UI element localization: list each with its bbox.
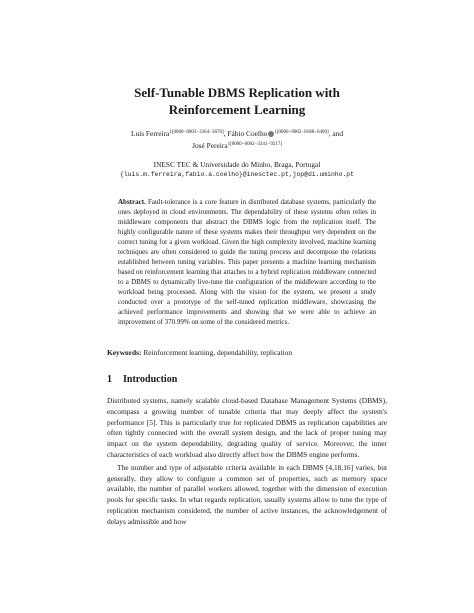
- section-number: 1: [107, 374, 112, 385]
- author-orcid-3: 1[0000−0002−3341−9217]: [227, 142, 282, 147]
- author-name-1: Luís Ferreira: [130, 129, 170, 138]
- affiliation: INESC TEC & Universidade do Minho, Braga, Portugal: [153, 160, 321, 169]
- abstract: [118, 197, 376, 327]
- paragraph: Distributed systems, namely scalable cloud-based Database Management Systems (DBMS), encompass a growing number of tunable criteria that may deeply affect the system's performance [5]. This is particularly true for replicated DBMS as replication capabilities are often tightly connected with the overall system design, and the lack of proper tuning may impact on the system dependability, degrading quality of service. Moreover, the inner characteristics of each workload also directly affect how the DBMS engine performs.: [107, 396, 387, 459]
- author-name-3: José Pereira: [192, 141, 228, 150]
- author-line-2: [60, 140, 414, 152]
- paragraph: The number and type of adjustable criteria available in each DBMS [4,18,16] varies, but generally, they allow to configure a common set of properties, such as memory space available, the number of parallel workers allowed, together with the dimension of execution pools for specific tasks. In what regards replication, usually systems allow to tune the type of replication mechanism considered, the number of active instances, the acknowledgement of delays admissible and how: [107, 462, 387, 526]
- body-text: [107, 396, 387, 530]
- keywords-label: Keywords:: [107, 348, 142, 357]
- author-line-1: [60, 128, 414, 140]
- abstract-text: Fault-tolerance is a core feature in distributed database systems, particularly the ones deployed in cloud environments. The dependability of these systems often relies in middleware components that abstract the DBMS logic from the replication itself. The highly configurable nature of these systems makes their throughput very dependent on the correct tuning for a given workload. Given the high complexity involved, machine learning techniques are often considered to guide the tuning process and decompose the relations established between tuning variables. This paper presents a machine learning mechanism based on reinforcement learning that attaches to a hybrid replication middleware connected to a DBMS to dynamically live-tune the configuration of the middleware according to the workload being processed. Along with the vision for the system, we present a study conducted over a prototype of the self-tuned replication middleware, showcasing the achieved performance improvements and showing that we were able to achieve an improvement of 370.99% on some of the considered metrics.: [118, 198, 376, 326]
- paper-title: [60, 84, 414, 118]
- keywords-text: Reinforcement learning, dependability, replication: [141, 348, 293, 357]
- author-separator-2: , and: [328, 129, 344, 138]
- author-orcid-1: 1[0000−0003−3364−3670]: [169, 130, 224, 135]
- section-title: Introduction: [123, 374, 178, 385]
- author-name-2: Fábio Coelho: [227, 129, 268, 138]
- author-emails: {luis.m.ferreira,fabio.a.coelho}@inesctec.pt,jop@di.uminho.pt: [120, 171, 354, 178]
- abstract-label: Abstract.: [118, 198, 146, 206]
- author-orcid-2: 1[0000−0002−0188−6400]: [274, 130, 329, 135]
- author-list: [60, 128, 414, 152]
- keywords: [107, 347, 387, 358]
- title-line-1: Self-Tunable DBMS Replication with: [134, 85, 340, 100]
- author-separator-1: ,: [223, 129, 228, 138]
- section-heading: [107, 373, 387, 387]
- affiliation-block: [60, 160, 414, 180]
- title-line-2: Reinforcement Learning: [168, 102, 306, 117]
